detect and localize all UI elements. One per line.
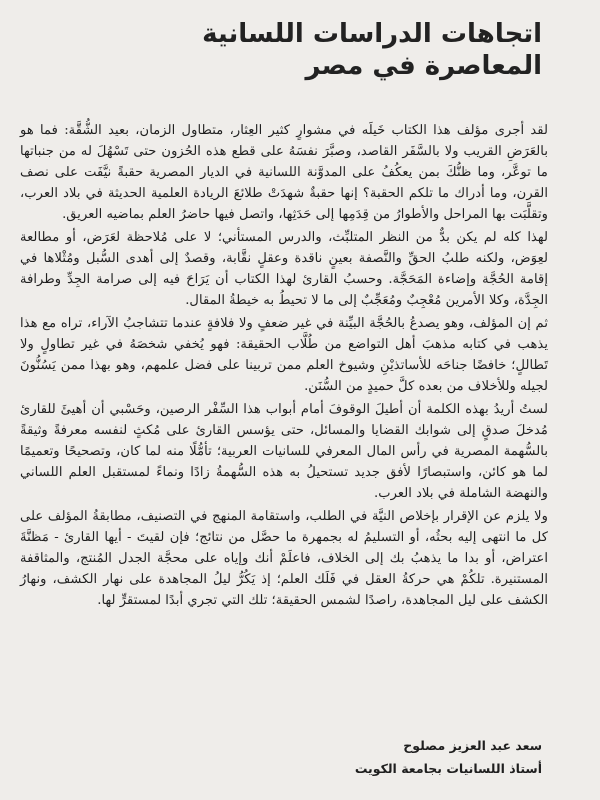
title-line-2: المعاصرة في مصر <box>305 51 542 81</box>
title-line-1: اتجاهات الدراسات اللسانية <box>202 19 542 49</box>
author-title: أستاذ اللسانيات بجامعة الكويت <box>354 761 542 776</box>
paragraph-1: لقد أجرى مؤلف هذا الكتاب خَيلَه في مشوارٍ كثير العِثار، متطاول الزمان، بعيد الشُّقَّة: فما هو بالعَرَضِ القريب ولا بالسَّفَر القاصد، وصبَّرَ نفسَهُ على قطع هذه الحُزون حتى تَسْهُلَ له من جنباتها ما توعَّر، وما ظنُّكَ بمن يعكُفُ على المدوَّنة اللسانية في الديار المصرية حقبةً نيَّفَت على نصف القرن، وما أدراك ما تلكم الحقبة؟ إنها حقبةٌ شهدَتْ طلائعَ الريادة العلمية الحديثة في بلاد العرب، وتقلَّبَت بها المراحل والأطوارُ من قِدَمِها إلى حَدَثِها، واتصل فيها حاضرُ العلم بماضيه العريق. <box>20 123 548 222</box>
author-name: سعد عبد العزيز مصلوح <box>403 738 542 753</box>
page-title <box>62 18 542 82</box>
paragraph-5: ولا يلزم عن الإقرار بإخلاص النيَّة في الطلب، واستقامة المنهج في التصنيف، مطابقةُ المؤلف على كل ما انتهى إليه بحثُه، أو التسليمُ له بجمهرة ما حصَّل من نتائج؛ فإن لقيتَ - أيها القارئ - مَظنَّةَ اعتراض، أو بدا ما يذهبُ بك إلى الخلاف، فاعلَمْ أنك وإياه على محجَّة الجدل المُنتج، والمثاقفة المستنيرة. تلكُمْ هي حركةُ العقل في فَلَك العلم؛ إذ يَكُرُّ ليلُ المجاهدة على نهار الكشف، ونهارُ الكشف على ليل المجاهدة، راصدًا لشمس الحقيقة؛ تلك التي تجري أبدًا لمستقرٍّ لها. <box>20 509 548 608</box>
signature <box>142 736 542 782</box>
paragraph-2: لهذا كله لم يكن بدٌّ من النظر المتلبِّث، والدرس المستأني؛ لا على مُلاحظة لعَرَض، أو مطالعة لعِوَض، ولكنه طلبُ الحقِّ والنَّصفة بعينٍ ناقدة وعقلٍ نقَّابة، وقصدٌ إلى أهدى السُّبل ومُثْلاها في إقامة الحُجَّة وإضاءة المَحَجَّة. وحسبُ القارئ لهذا الكتاب أن يَرَاحَ فيه إلى صرامة الجِدِّ وطرافة الجِدَّة، وكلا الأمرين مُعْجِبٌ ومُعَجِّبٌ إلى ما لا تحيطُ به خيطةُ المقال. <box>20 230 548 308</box>
body-text <box>20 120 548 613</box>
paragraph-4: لستُ أريدُ بهذه الكلمة أن أطيلَ الوقوفَ أمام أبواب هذا السِّفْر الرصين، وحَسْبي أن أهيئَ للقارئ مُدخلَ صدقٍ إلى شوابك القضايا والمسائل، حتى يؤسس القارئ على مُكثٍ لنفسه معرفةً وثيقةً بالسُّهمة المصرية في رأس المال المعرفي للسانيات العربية؛ تأمُّلًا منه لما كان، وتصحيحًا وتعميمًا لما هو كائن، واستبصارًا لأفق جديد تستحيلُ به هذه السُّهمةُ زادًا ونماءً لمستقبل العلم اللساني والنهضة الشاملة في بلاد العرب. <box>20 402 548 501</box>
paragraph-3: ثم إن المؤلف، وهو يصدعُ بالحُجَّة البيِّنة في غير ضعفٍ ولا فلافةٍ عندما تتشاجبُ الآراء، تراه مع هذا يذهب في كتابه مذهبَ أهل التواضع من طُلَّاب الحقيقة: فهو يُخفي شخصَهُ في غير تطاولٍ ولا تَطاللٍ؛ خافضًا جناحَه للأساتذيْنِ وشيوخ العلم ممن تربينا على فضل علمهم، وهو بهذا ممن يَسُنُّونَ لجيله وللأخلاف من بعده كلَّ حميدٍ من السُّنَن. <box>20 316 548 394</box>
